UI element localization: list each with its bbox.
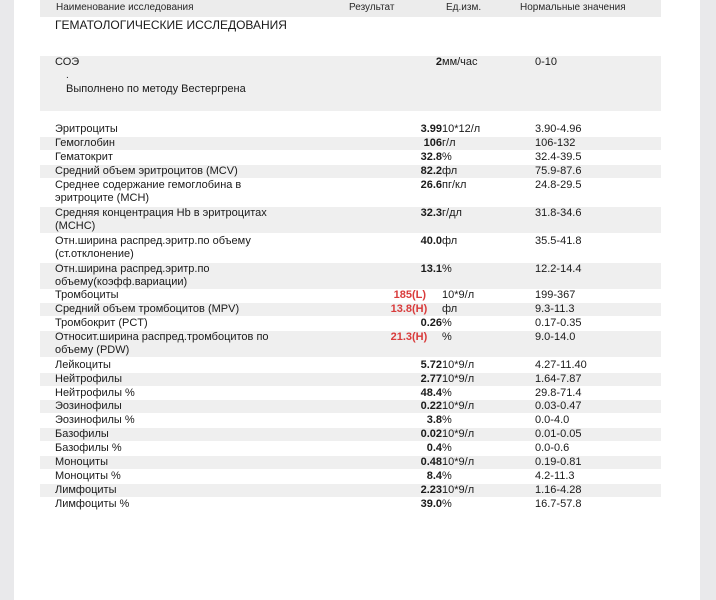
table-row [40,442,661,455]
table-row [40,359,661,372]
test-unit: % [442,263,452,275]
test-result: 32.3 [420,207,442,219]
test-unit: % [442,470,452,482]
test-norm: 35.5-41.8 [535,235,582,247]
test-result: 2.77 [420,373,442,385]
test-norm: 9.0-14.0 [535,331,576,343]
test-result: 185 [393,289,412,301]
table-row [40,123,661,136]
test-norm: 31.8-34.6 [535,207,582,219]
test-name: Тромбокрит (PCT) [55,317,148,329]
test-name: Моноциты % [55,470,121,482]
test-result: 3.8 [426,414,442,426]
table-header [40,0,661,17]
table-row [40,317,661,330]
test-result: 5.72 [420,359,442,371]
test-result: 0.22 [420,400,442,412]
table-row [40,484,661,497]
abnormal-flag: (H) [412,303,428,315]
table-row [40,414,661,427]
test-name: Относит.ширина распред.тромбоцитов по объему (PDW) [55,331,269,356]
col-header-unit: Ед.изм. [446,2,482,13]
test-norm: 106-132 [535,137,576,149]
test-name: Отн.ширина распред.эритр.по объему (ст.отклонение) [55,235,251,260]
abnormal-flag: (H) [412,331,428,343]
test-name: Среднее содержание гемоглобина в эритроците (MCH) [55,179,242,204]
test-name: Эозинофилы % [55,414,135,426]
test-result: 32.8 [420,151,442,163]
test-unit: фл [442,303,458,315]
test-result: 8.4 [426,470,442,482]
table-row [40,263,661,289]
table-row [40,456,661,469]
test-name: Базофилы % [55,442,122,454]
test-unit: 10*9/л [442,484,475,496]
test-unit: г/дл [442,207,462,219]
test-unit: фл [442,165,458,177]
test-name: Эритроциты [55,123,118,135]
test-norm: 4.2-11.3 [535,470,575,482]
test-norm: 12.2-14.4 [535,263,582,275]
test-result: 0.4 [426,442,442,454]
test-norm: 199-367 [535,289,576,301]
test-result: 13.1 [420,263,442,275]
test-unit: % [442,442,452,454]
test-norm: 0-10 [535,56,558,68]
test-name: Нейтрофилы [55,373,122,385]
test-unit: % [442,498,452,510]
test-result: 26.6 [420,179,442,191]
test-unit: 10*9/л [442,456,475,468]
test-norm: 0.0-4.0 [535,414,570,426]
test-norm: 32.4-39.5 [535,151,582,163]
table-row [40,137,661,150]
test-unit: мм/час [442,56,478,68]
test-result: 2 [435,56,442,68]
col-header-name: Наименование исследования [56,2,194,13]
test-norm: 0.19-0.81 [535,456,582,468]
test-norm: 1.64-7.87 [535,373,582,385]
test-result: 0.26 [420,317,442,329]
test-unit: 10*9/л [442,400,475,412]
test-result: 82.2 [420,165,442,177]
test-name: Лимфоциты % [55,498,130,510]
test-name: Гематокрит [55,151,113,163]
test-unit: фл [442,235,458,247]
test-result: 39.0 [420,498,442,510]
test-norm: 1.16-4.28 [535,484,582,496]
test-result: 3.99 [420,123,442,135]
test-result: 21.3 [390,331,412,343]
test-norm: 0.0-0.6 [535,442,570,454]
test-unit: пг/кл [442,179,467,191]
table-row [40,151,661,164]
col-header-result: Результат [349,2,395,13]
test-name: Средний объем эритроцитов (MCV) [55,165,238,177]
test-result: 0.02 [420,428,442,440]
test-norm: 3.90-4.96 [535,123,582,135]
test-result: 0.48 [420,456,442,468]
soe-dot: . [66,70,69,81]
test-norm: 16.7-57.8 [535,498,582,510]
test-norm: 0.17-0.35 [535,317,582,329]
test-name: Лимфоциты [55,484,117,496]
table-row [40,303,661,316]
test-unit: 10*9/л [442,428,475,440]
test-unit: 10*9/л [442,373,475,385]
test-norm: 9.3-11.3 [535,303,575,315]
test-name: Эозинофилы [55,400,122,412]
table-row [40,331,661,357]
test-result: 40.0 [420,235,442,247]
table-row [40,498,661,511]
table-row [40,207,661,233]
test-unit: % [442,317,452,329]
table-row [40,387,661,400]
test-unit: % [442,151,452,163]
abnormal-flag: (L) [412,289,427,301]
test-norm: 0.01-0.05 [535,428,582,440]
test-name: Гемоглобин [55,137,115,149]
table-row [40,373,661,386]
test-unit: 10*9/л [442,289,475,301]
test-name: Отн.ширина распред.эритр.по объему(коэфф.вариации) [55,263,210,288]
test-result: 13.8 [390,303,412,315]
test-norm: 4.27-11.40 [535,359,587,371]
table-row [40,179,661,205]
col-header-norm: Нормальные значения [520,2,626,13]
test-norm: 0.03-0.47 [535,400,582,412]
table-row [40,165,661,178]
test-norm: 24.8-29.5 [535,179,582,191]
test-name: Тромбоциты [55,289,119,301]
test-result: 2.23 [420,484,442,496]
test-norm: 29.8-71.4 [535,387,582,399]
test-result: 106 [423,137,442,149]
test-norm: 75.9-87.6 [535,165,582,177]
table-row [40,235,661,261]
test-name: Нейтрофилы % [55,387,135,399]
table-row [40,289,661,302]
table-row [40,428,661,441]
soe-method-note: Выполнено по методу Вестергрена [66,83,246,95]
test-name: Базофилы [55,428,109,440]
test-unit: % [442,387,452,399]
test-unit: г/л [442,137,456,149]
test-result: 48.4 [420,387,442,399]
test-unit: 10*9/л [442,359,475,371]
table-row [40,400,661,413]
test-name: Моноциты [55,456,108,468]
test-unit: % [442,414,452,426]
table-row [40,470,661,483]
test-name: Лейкоциты [55,359,111,371]
test-name: СОЭ [55,56,80,68]
test-unit: 10*12/л [442,123,481,135]
section-title: ГЕМАТОЛОГИЧЕСКИЕ ИССЛЕДОВАНИЯ [55,18,287,32]
test-unit: % [442,331,452,343]
test-name: Средний объем тромбоцитов (MPV) [55,303,240,315]
test-name: Средняя концентрация Hb в эритроцитах (MCHC) [55,207,267,232]
